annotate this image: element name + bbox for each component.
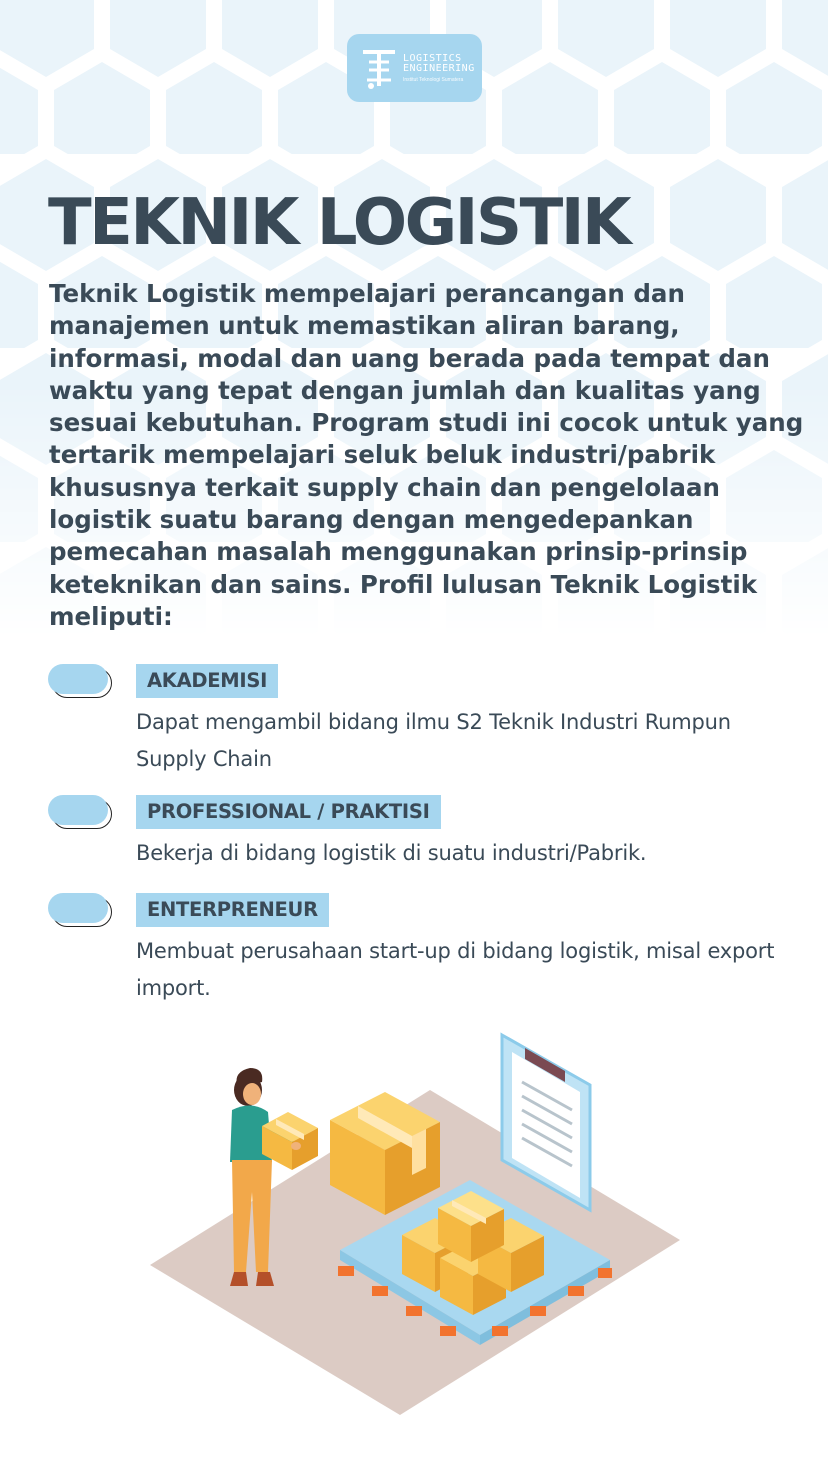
warehouse-illustration (140, 1030, 700, 1420)
logo-line-1: LOGISTICS (403, 52, 462, 64)
profile-description: Membuat perusahaan start-up di bidang logistik, misal export import. (136, 939, 775, 1000)
logo-tagline: Institut Teknologi Sumatera (403, 76, 464, 83)
logistics-engineering-logo-icon (359, 44, 399, 92)
intro-paragraph: Teknik Logistik mempelajari perancangan dan manajemen untuk memastikan aliran barang, informasi, modal dan uang berada pada tempat dan waktu yang tepat dengan jumlah dan kualitas yang sesuai kebutuhan. Program studi ini cocok untuk yang tertarik mempelajari seluk beluk industri/pabrik khususnya terkait supply chain dan pengelolaan logistik suatu barang dengan mengedepankan pemecahan masalah menggunakan prinsip-prinsip keteknikan dan sains. Profil lulusan Teknik Logistik meliputi: (49, 279, 804, 631)
profile-description: Bekerja di bidang logistik di suatu industri/Pabrik. (136, 841, 647, 865)
profile-label: PROFESSIONAL / PRAKTISI (136, 795, 441, 829)
profile-label: ENTERPRENEUR (136, 893, 329, 927)
toggle-icon (48, 893, 114, 927)
page-title: TEKNIK LOGISTIK (48, 186, 630, 260)
profile-label: AKADEMISI (136, 664, 278, 698)
logo-badge (347, 34, 482, 102)
toggle-icon (48, 795, 114, 829)
logo-line-2: ENGINEERING (403, 62, 475, 74)
toggle-icon (48, 664, 114, 698)
profile-description: Dapat mengambil bidang ilmu S2 Teknik Industri Rumpun Supply Chain (136, 710, 731, 771)
